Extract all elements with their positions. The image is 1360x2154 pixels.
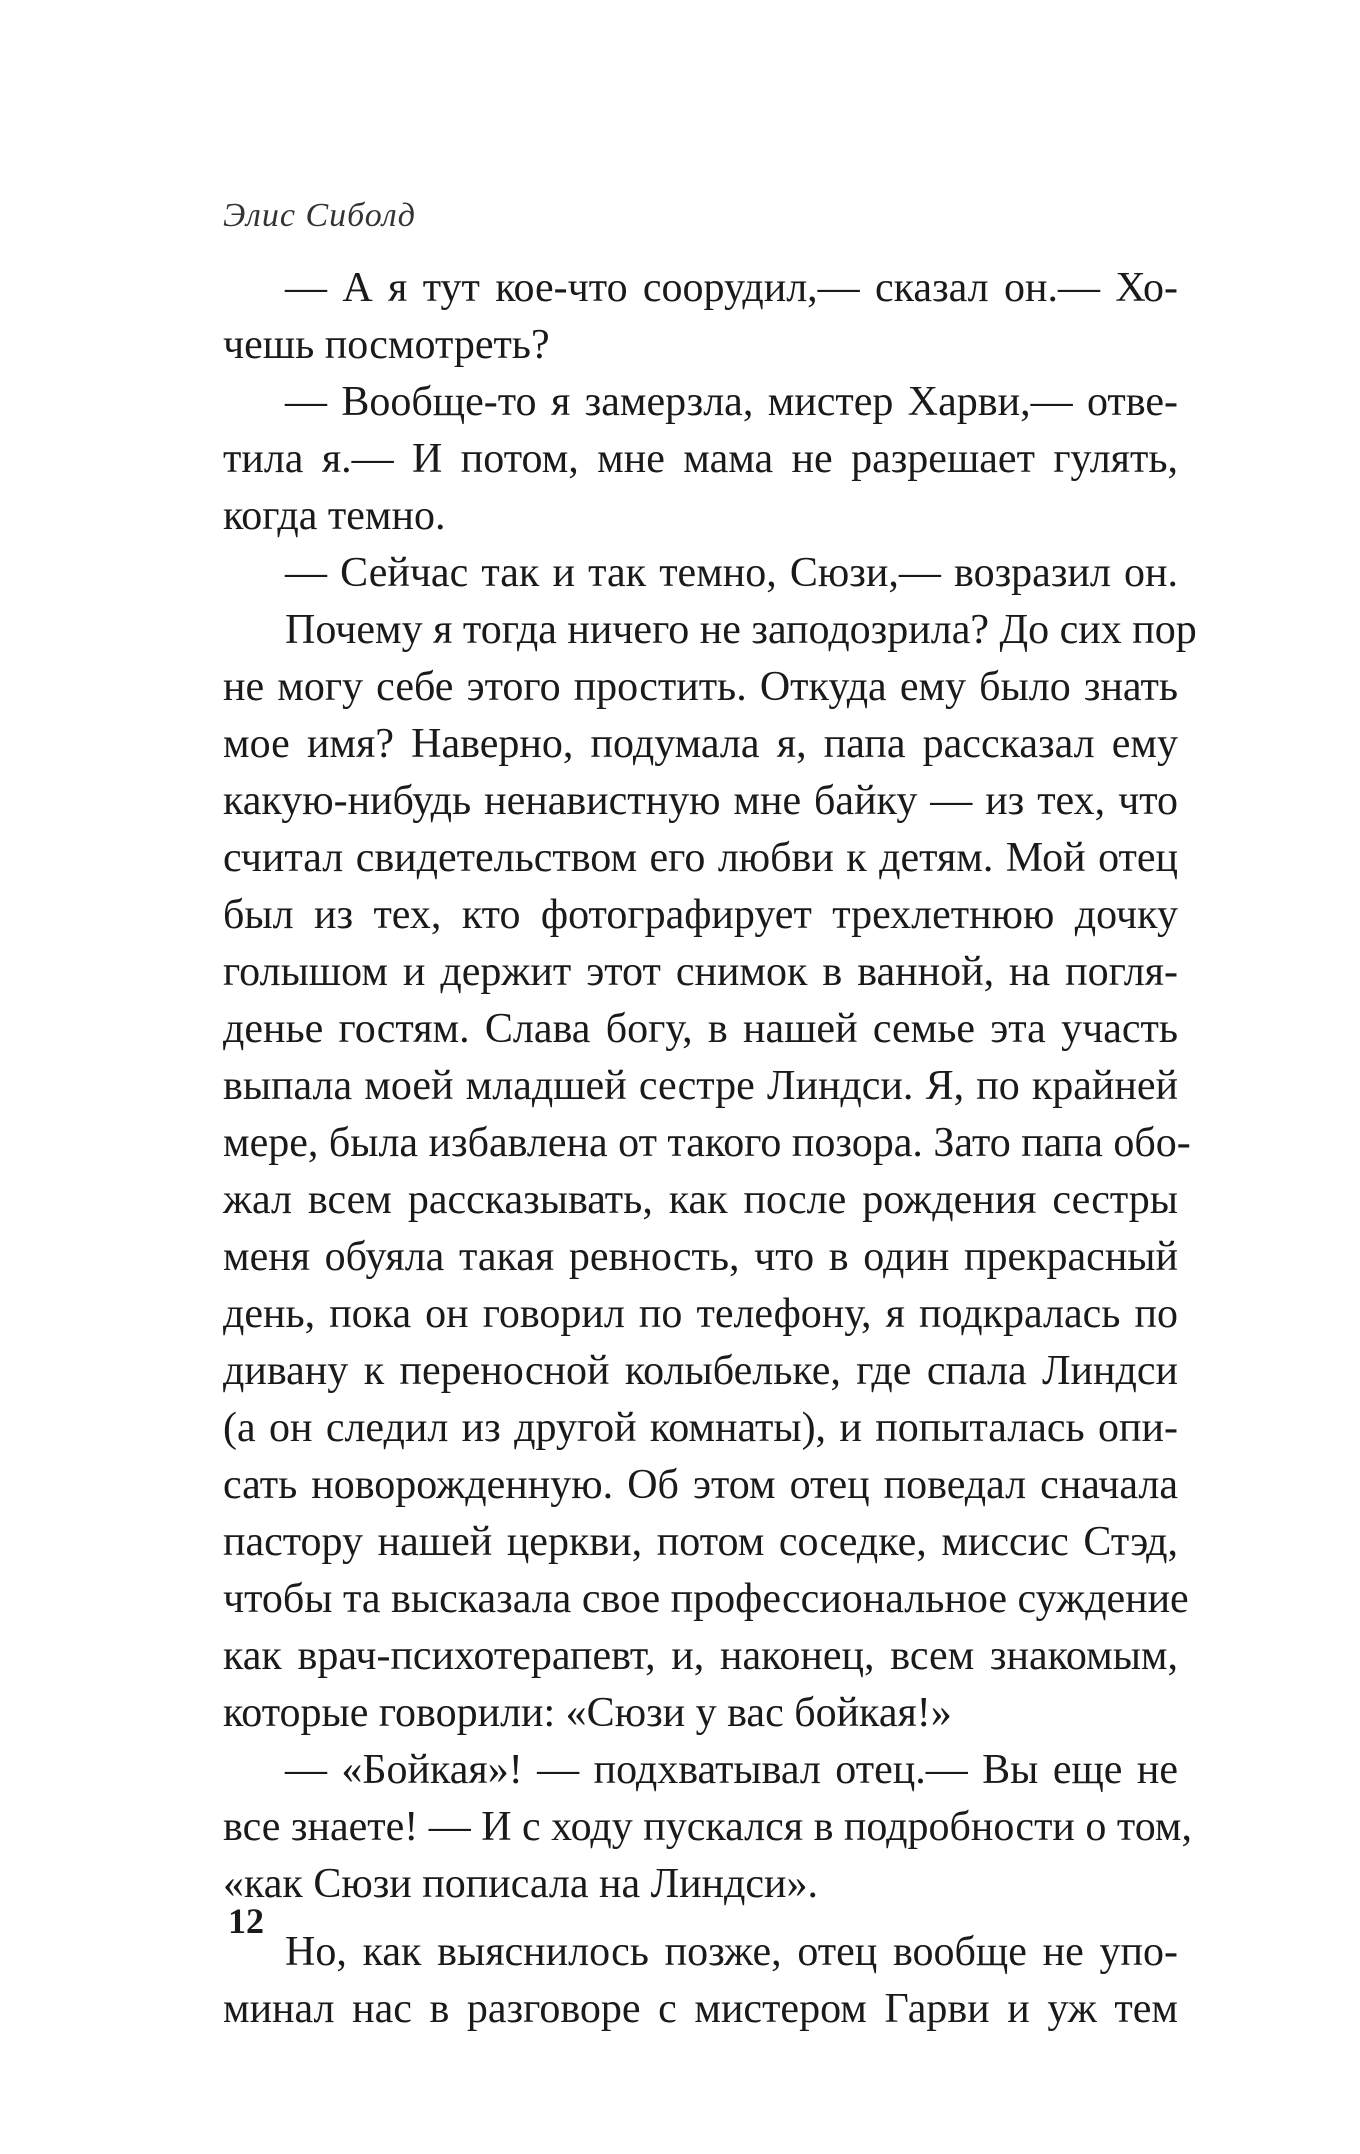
text-line: мое имя? Наверно, подумала я, папа рассказал ему: [223, 721, 1178, 767]
text-line: день, пока он говорил по телефону, я подкралась по: [223, 1291, 1178, 1337]
text-line: был из тех, кто фотографирует трехлетнюю дочку: [223, 892, 1178, 938]
text-line: (а он следил из другой комнаты), и попыталась опи-: [223, 1405, 1178, 1451]
text-line: денье гостям. Слава богу, в нашей семье эта участь: [223, 1006, 1178, 1052]
text-line: — А я тут кое-что соорудил,— сказал он.— Хо-: [285, 265, 1178, 311]
text-line: тила я.— И потом, мне мама не разрешает гулять,: [223, 436, 1178, 482]
text-line: мере, была избавлена от такого позора. Зато папа обо-: [223, 1120, 1191, 1166]
text-line: чтобы та высказала свое профессиональное суждение: [223, 1576, 1189, 1622]
text-line: не могу себе этого простить. Откуда ему было знать: [223, 664, 1178, 710]
text-line: сать новорожденную. Об этом отец поведал сначала: [223, 1462, 1178, 1508]
text-line: все знаете! — И с ходу пускался в подробности о том,: [223, 1804, 1192, 1850]
text-line: какую-нибудь ненавистную мне байку — из тех, что: [223, 778, 1178, 824]
text-line: когда темно.: [223, 493, 446, 539]
text-line: чешь посмотреть?: [223, 322, 550, 368]
text-line: меня обуяла такая ревность, что в один прекрасный: [223, 1234, 1178, 1280]
text-line: Но, как выяснилось позже, отец вообще не упо-: [285, 1929, 1178, 1975]
running-head-author: Элис Сиболд: [223, 197, 416, 234]
text-line: дивану к переносной колыбельке, где спала Линдси: [223, 1348, 1178, 1394]
text-line: минал нас в разговоре с мистером Гарви и уж тем: [223, 1986, 1178, 2032]
text-line: которые говорили: «Сюзи у вас бойкая!»: [223, 1690, 952, 1736]
text-line: пастору нашей церкви, потом соседке, миссис Стэд,: [223, 1519, 1178, 1565]
text-line: — «Бойкая»! — подхватывал отец.— Вы еще не: [285, 1747, 1178, 1793]
text-line: как врач-психотерапевт, и, наконец, всем знакомым,: [223, 1633, 1178, 1679]
text-line: — Сейчас так и так темно, Сюзи,— возразил он.: [285, 550, 1178, 596]
text-line: жал всем рассказывать, как после рождения сестры: [223, 1177, 1178, 1223]
text-line: выпала моей младшей сестре Линдси. Я, по крайней: [223, 1063, 1178, 1109]
text-line: Почему я тогда ничего не заподозрила? До сих пор: [285, 607, 1197, 653]
text-line: «как Сюзи пописала на Линдси».: [223, 1861, 819, 1907]
text-line: считал свидетельством его любви к детям. Мой отец: [223, 835, 1178, 881]
text-line: голышом и держит этот снимок в ванной, на погля-: [223, 949, 1178, 995]
page-number: 12: [228, 1901, 264, 1941]
text-line: — Вообще-то я замерзла, мистер Харви,— отве-: [285, 379, 1178, 425]
